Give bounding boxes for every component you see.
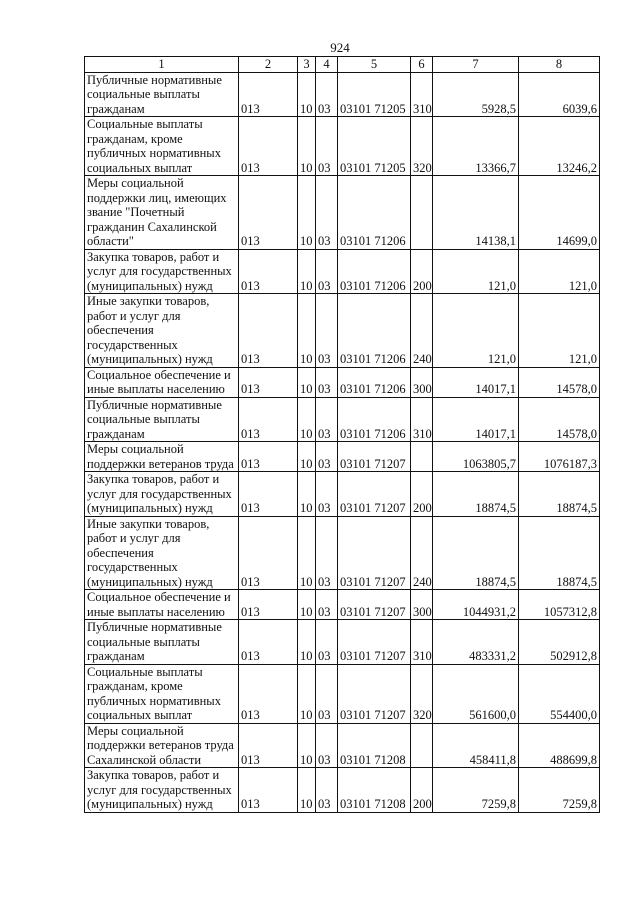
row-col-2: 013 [239,117,298,176]
row-col-4: 03 [316,397,338,442]
row-col-3: 10 [298,590,316,620]
row-name: Иные закупки товаров, работ и услуг для обеспечения государственных (муниципальных) нужд [85,516,239,590]
row-col-3: 10 [298,176,316,250]
row-col-4: 03 [316,472,338,517]
row-col-3: 10 [298,117,316,176]
row-col-7: 458411,8 [433,723,519,768]
row-col-6: 310 [411,397,433,442]
column-header: 4 [316,57,338,73]
row-col-3: 10 [298,664,316,723]
row-col-8: 502912,8 [519,620,600,665]
row-col-2: 013 [239,516,298,590]
row-col-7: 14138,1 [433,176,519,250]
row-col-2: 013 [239,664,298,723]
row-col-3: 10 [298,768,316,813]
row-col-5: 03101 71206 [338,367,411,397]
row-col-4: 03 [316,590,338,620]
row-col-5: 03101 71206 [338,294,411,368]
row-col-4: 03 [316,442,338,472]
row-col-7: 1063805,7 [433,442,519,472]
row-col-5: 03101 71207 [338,442,411,472]
table-row [85,590,600,620]
row-col-7: 5928,5 [433,72,519,117]
row-col-3: 10 [298,516,316,590]
row-col-4: 03 [316,294,338,368]
row-col-7: 13366,7 [433,117,519,176]
row-name: Публичные нормативные социальные выплаты гражданам [85,620,239,665]
row-col-4: 03 [316,516,338,590]
row-col-6 [411,442,433,472]
table-row [85,176,600,250]
row-col-8: 18874,5 [519,516,600,590]
row-col-7: 18874,5 [433,472,519,517]
row-col-4: 03 [316,723,338,768]
row-col-6: 300 [411,590,433,620]
row-col-2: 013 [239,620,298,665]
table-row [85,723,600,768]
row-col-8: 554400,0 [519,664,600,723]
column-header: 6 [411,57,433,73]
row-name: Закупка товаров, работ и услуг для государственных (муниципальных) нужд [85,472,239,517]
table-row [85,294,600,368]
row-name: Меры социальной поддержки ветеранов труда [85,442,239,472]
row-name: Закупка товаров, работ и услуг для государственных (муниципальных) нужд [85,768,239,813]
row-name: Закупка товаров, работ и услуг для государственных (муниципальных) нужд [85,249,239,294]
row-col-7: 483331,2 [433,620,519,665]
page-number: 924 [330,40,350,55]
row-col-6: 240 [411,294,433,368]
row-col-3: 10 [298,472,316,517]
row-col-8: 1076187,3 [519,442,600,472]
row-col-4: 03 [316,620,338,665]
row-col-5: 03101 71207 [338,516,411,590]
row-col-2: 013 [239,472,298,517]
row-col-5: 03101 71206 [338,249,411,294]
row-col-3: 10 [298,367,316,397]
row-col-5: 03101 71205 [338,72,411,117]
row-col-2: 013 [239,397,298,442]
row-name: Социальные выплаты гражданам, кроме публичных нормативных социальных выплат [85,664,239,723]
row-col-7: 14017,1 [433,367,519,397]
row-name: Социальное обеспечение и иные выплаты населению [85,590,239,620]
row-name: Публичные нормативные социальные выплаты гражданам [85,397,239,442]
table-row [85,117,600,176]
row-col-3: 10 [298,442,316,472]
row-col-2: 013 [239,590,298,620]
row-col-7: 14017,1 [433,397,519,442]
row-col-6 [411,723,433,768]
row-name: Публичные нормативные социальные выплаты гражданам [85,72,239,117]
row-name: Иные закупки товаров, работ и услуг для обеспечения государственных (муниципальных) нужд [85,294,239,368]
row-col-4: 03 [316,117,338,176]
row-col-4: 03 [316,768,338,813]
row-col-3: 10 [298,72,316,117]
row-col-2: 013 [239,367,298,397]
row-col-3: 10 [298,620,316,665]
row-col-6: 320 [411,664,433,723]
row-col-8: 121,0 [519,249,600,294]
table-row [85,72,600,117]
row-col-2: 013 [239,249,298,294]
row-col-8: 13246,2 [519,117,600,176]
row-col-6 [411,176,433,250]
table-row [85,516,600,590]
row-col-7: 1044931,2 [433,590,519,620]
row-col-6: 310 [411,72,433,117]
budget-table [84,56,600,813]
row-col-6: 200 [411,768,433,813]
column-header: 7 [433,57,519,73]
row-col-8: 121,0 [519,294,600,368]
row-col-4: 03 [316,367,338,397]
row-col-5: 03101 71207 [338,620,411,665]
row-col-8: 6039,6 [519,72,600,117]
table-row [85,472,600,517]
row-col-5: 03101 71208 [338,768,411,813]
row-col-5: 03101 71206 [338,176,411,250]
table-row [85,768,600,813]
row-col-5: 03101 71206 [338,397,411,442]
row-col-7: 18874,5 [433,516,519,590]
row-col-4: 03 [316,72,338,117]
header-row [85,57,600,73]
row-col-2: 013 [239,768,298,813]
column-header: 2 [239,57,298,73]
row-col-6: 320 [411,117,433,176]
column-header: 8 [519,57,600,73]
row-col-8: 7259,8 [519,768,600,813]
row-name: Социальное обеспечение и иные выплаты населению [85,367,239,397]
row-col-2: 013 [239,176,298,250]
row-col-3: 10 [298,397,316,442]
row-col-3: 10 [298,249,316,294]
row-col-5: 03101 71207 [338,664,411,723]
row-col-5: 03101 71207 [338,590,411,620]
row-col-6: 200 [411,249,433,294]
row-col-8: 14699,0 [519,176,600,250]
row-col-6: 200 [411,472,433,517]
row-col-4: 03 [316,176,338,250]
row-col-3: 10 [298,294,316,368]
row-col-2: 013 [239,72,298,117]
table-row [85,397,600,442]
row-col-4: 03 [316,664,338,723]
row-col-7: 121,0 [433,249,519,294]
row-col-3: 10 [298,723,316,768]
table-body [85,72,600,812]
row-col-7: 7259,8 [433,768,519,813]
table-row [85,620,600,665]
row-col-6: 300 [411,367,433,397]
row-col-2: 013 [239,442,298,472]
column-header: 5 [338,57,411,73]
column-header: 1 [85,57,239,73]
row-name: Меры социальной поддержки ветеранов труда Сахалинской области [85,723,239,768]
row-col-8: 14578,0 [519,367,600,397]
table-row [85,664,600,723]
row-col-7: 561600,0 [433,664,519,723]
row-col-6: 240 [411,516,433,590]
row-col-8: 488699,8 [519,723,600,768]
row-name: Социальные выплаты гражданам, кроме публичных нормативных социальных выплат [85,117,239,176]
table-row [85,249,600,294]
row-col-5: 03101 71208 [338,723,411,768]
row-col-2: 013 [239,294,298,368]
row-name: Меры социальной поддержки лиц, имеющих звание "Почетный гражданин Сахалинской области" [85,176,239,250]
row-col-2: 013 [239,723,298,768]
row-col-4: 03 [316,249,338,294]
table-row [85,442,600,472]
row-col-5: 03101 71207 [338,472,411,517]
row-col-7: 121,0 [433,294,519,368]
row-col-5: 03101 71205 [338,117,411,176]
row-col-8: 14578,0 [519,397,600,442]
column-header: 3 [298,57,316,73]
row-col-8: 1057312,8 [519,590,600,620]
table-row [85,367,600,397]
row-col-6: 310 [411,620,433,665]
row-col-8: 18874,5 [519,472,600,517]
